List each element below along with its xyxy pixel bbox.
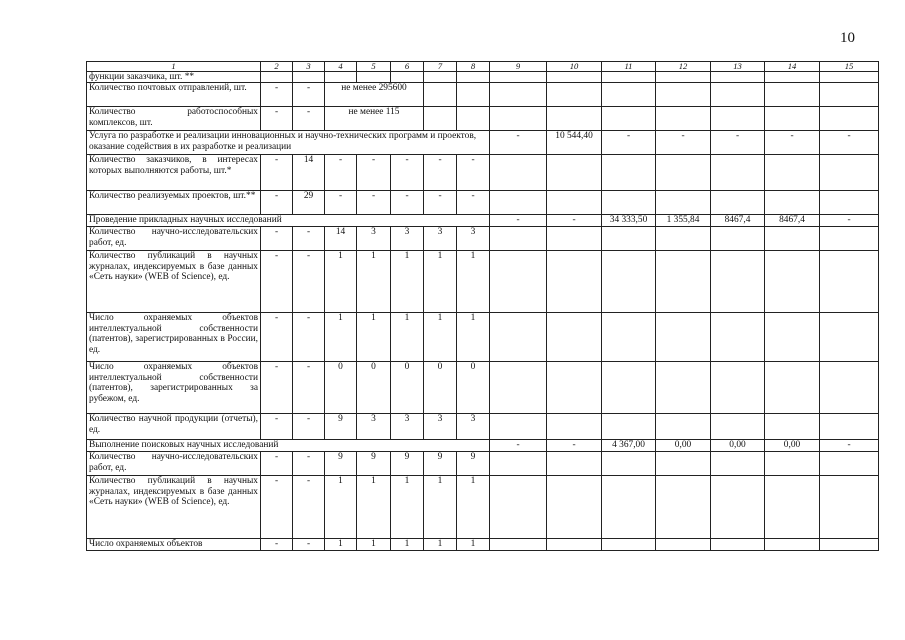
indicator-name: Количество научно-исследовательских работ, ед. [87,452,261,476]
value-cell: 0 [325,362,357,414]
value-cell: 0 [424,362,457,414]
indicator-name: Количество научно-исследовательских работ, ед. [87,227,261,251]
header-cell: 8 [457,62,490,72]
value-cell: 1 [357,476,391,539]
merged-value-cell: не менее 115 [325,107,424,131]
value-cell: - [261,155,293,191]
value-cell: - [293,83,325,107]
value-cell: - [293,539,325,551]
table-row [87,191,879,215]
indicator-name: Количество заказчиков, в интересах которых выполняются работы, шт.* [87,155,261,191]
page-number: 10 [840,30,855,46]
indicator-name: Число охраняемых объектов [87,539,261,551]
value-cell: - [261,414,293,440]
header-cell: 13 [711,62,765,72]
header-cell: 14 [765,62,820,72]
value-cell: 10 544,40 [547,131,602,155]
value-cell: 1 [357,313,391,362]
value-cell: - [490,440,547,452]
table-row [87,414,879,440]
value-cell: 9 [357,452,391,476]
merged-value-cell: не менее 295600 [325,83,424,107]
value-cell: - [261,476,293,539]
value-cell: 3 [391,414,424,440]
table-row [87,539,879,551]
value-cell: - [261,83,293,107]
value-cell: 1 [457,313,490,362]
service-name: Проведение прикладных научных исследований [87,215,490,227]
value-cell: - [293,414,325,440]
value-cell: - [711,131,765,155]
value-cell: 1 [325,251,357,313]
table-row [87,155,879,191]
value-cell: - [765,131,820,155]
value-cell: - [293,476,325,539]
value-cell: 0 [391,362,424,414]
value-cell: - [547,440,602,452]
value-cell: 1 [357,539,391,551]
value-cell: 1 [457,476,490,539]
value-cell: - [261,251,293,313]
table-row [87,476,879,539]
value-cell: 0 [457,362,490,414]
value-cell: 34 333,50 [602,215,656,227]
value-cell: - [261,313,293,362]
value-cell: 1 [424,476,457,539]
value-cell: - [457,191,490,215]
value-cell: - [293,313,325,362]
value-cell: - [820,440,879,452]
value-cell: 3 [457,227,490,251]
value-cell: - [602,131,656,155]
header-cell: 6 [391,62,424,72]
value-cell: 14 [293,155,325,191]
value-cell: 9 [325,452,357,476]
value-cell: 0,00 [656,440,711,452]
value-cell: - [820,131,879,155]
table-row [87,251,879,313]
value-cell: 1 [424,313,457,362]
table-row [87,72,879,83]
value-cell: - [261,539,293,551]
service-name: Услуга по разработке и реализации инновационных и научно-технических программ и проектов, оказание содействия в их разработке и реализации [87,131,490,155]
value-cell: - [261,362,293,414]
value-cell: 9 [325,414,357,440]
value-cell: 3 [357,227,391,251]
header-cell: 3 [293,62,325,72]
value-cell: - [261,107,293,131]
indicator-name: Количество научной продукции (отчеты), ед. [87,414,261,440]
value-cell: - [490,215,547,227]
value-cell: - [261,227,293,251]
header-cell: 10 [547,62,602,72]
value-cell: 0,00 [711,440,765,452]
value-cell: 3 [457,414,490,440]
value-cell: - [391,191,424,215]
table-row [87,227,879,251]
value-cell: - [261,452,293,476]
value-cell: 1 [391,476,424,539]
value-cell: 9 [391,452,424,476]
value-cell: 0 [357,362,391,414]
value-cell: - [293,227,325,251]
indicators-table [86,61,879,551]
table-row [87,131,879,155]
value-cell: - [293,452,325,476]
value-cell: - [490,131,547,155]
table-row [87,215,879,227]
value-cell: 1 [391,539,424,551]
value-cell: - [357,155,391,191]
indicator-name: функции заказчика, шт. ** [87,72,261,83]
table-row [87,107,879,131]
value-cell: 0,00 [765,440,820,452]
value-cell: 1 [457,251,490,313]
value-cell: 9 [457,452,490,476]
indicator-name: Количество публикаций в научных журналах, индексируемых в базе данных «Сеть науки» (WEB of Science), ед. [87,476,261,539]
value-cell: 8467,4 [711,215,765,227]
indicator-name: Число охраняемых объектов интеллектуальной собственности (патентов), зарегистрированных в России, ед. [87,313,261,362]
value-cell: - [261,191,293,215]
value-cell: 29 [293,191,325,215]
value-cell: 1 [424,539,457,551]
value-cell: 3 [357,414,391,440]
header-cell: 1 [87,62,261,72]
indicator-name: Количество работоспособных комплексов, шт. [87,107,261,131]
table-row [87,452,879,476]
value-cell: 9 [424,452,457,476]
value-cell: 1 [325,476,357,539]
indicator-name: Количество почтовых отправлений, шт. [87,83,261,107]
header-row [87,62,879,72]
value-cell: - [457,155,490,191]
value-cell: 1 [424,251,457,313]
value-cell: - [325,191,357,215]
table-row [87,313,879,362]
value-cell: 1 [325,539,357,551]
value-cell: 3 [424,414,457,440]
table-row [87,362,879,414]
value-cell: 3 [424,227,457,251]
header-cell: 12 [656,62,711,72]
header-cell: 15 [820,62,879,72]
indicator-name: Число охраняемых объектов интеллектуальной собственности (патентов), зарегистрированных за рубежом, ед. [87,362,261,414]
header-cell: 9 [490,62,547,72]
value-cell: - [293,362,325,414]
header-cell: 5 [357,62,391,72]
value-cell: - [424,191,457,215]
header-cell: 7 [424,62,457,72]
header-cell: 11 [602,62,656,72]
header-cell: 2 [261,62,293,72]
value-cell: - [656,131,711,155]
table-row [87,83,879,107]
value-cell: - [357,191,391,215]
value-cell: - [547,215,602,227]
indicator-name: Количество публикаций в научных журналах, индексируемых в базе данных «Сеть науки» (WEB of Science), ед. [87,251,261,313]
value-cell: - [293,107,325,131]
value-cell: 1 [391,251,424,313]
value-cell: 1 [391,313,424,362]
value-cell: - [293,251,325,313]
value-cell: 1 [457,539,490,551]
value-cell: - [820,215,879,227]
value-cell: 1 [357,251,391,313]
value-cell: - [325,155,357,191]
value-cell: 1 355,84 [656,215,711,227]
table-row [87,440,879,452]
value-cell: 3 [391,227,424,251]
value-cell: 14 [325,227,357,251]
value-cell: - [391,155,424,191]
service-name: Выполнение поисковых научных исследований [87,440,490,452]
value-cell: 4 367,00 [602,440,656,452]
value-cell: - [424,155,457,191]
header-cell: 4 [325,62,357,72]
value-cell: 8467,4 [765,215,820,227]
value-cell: 1 [325,313,357,362]
indicator-name: Количество реализуемых проектов, шт.** [87,191,261,215]
